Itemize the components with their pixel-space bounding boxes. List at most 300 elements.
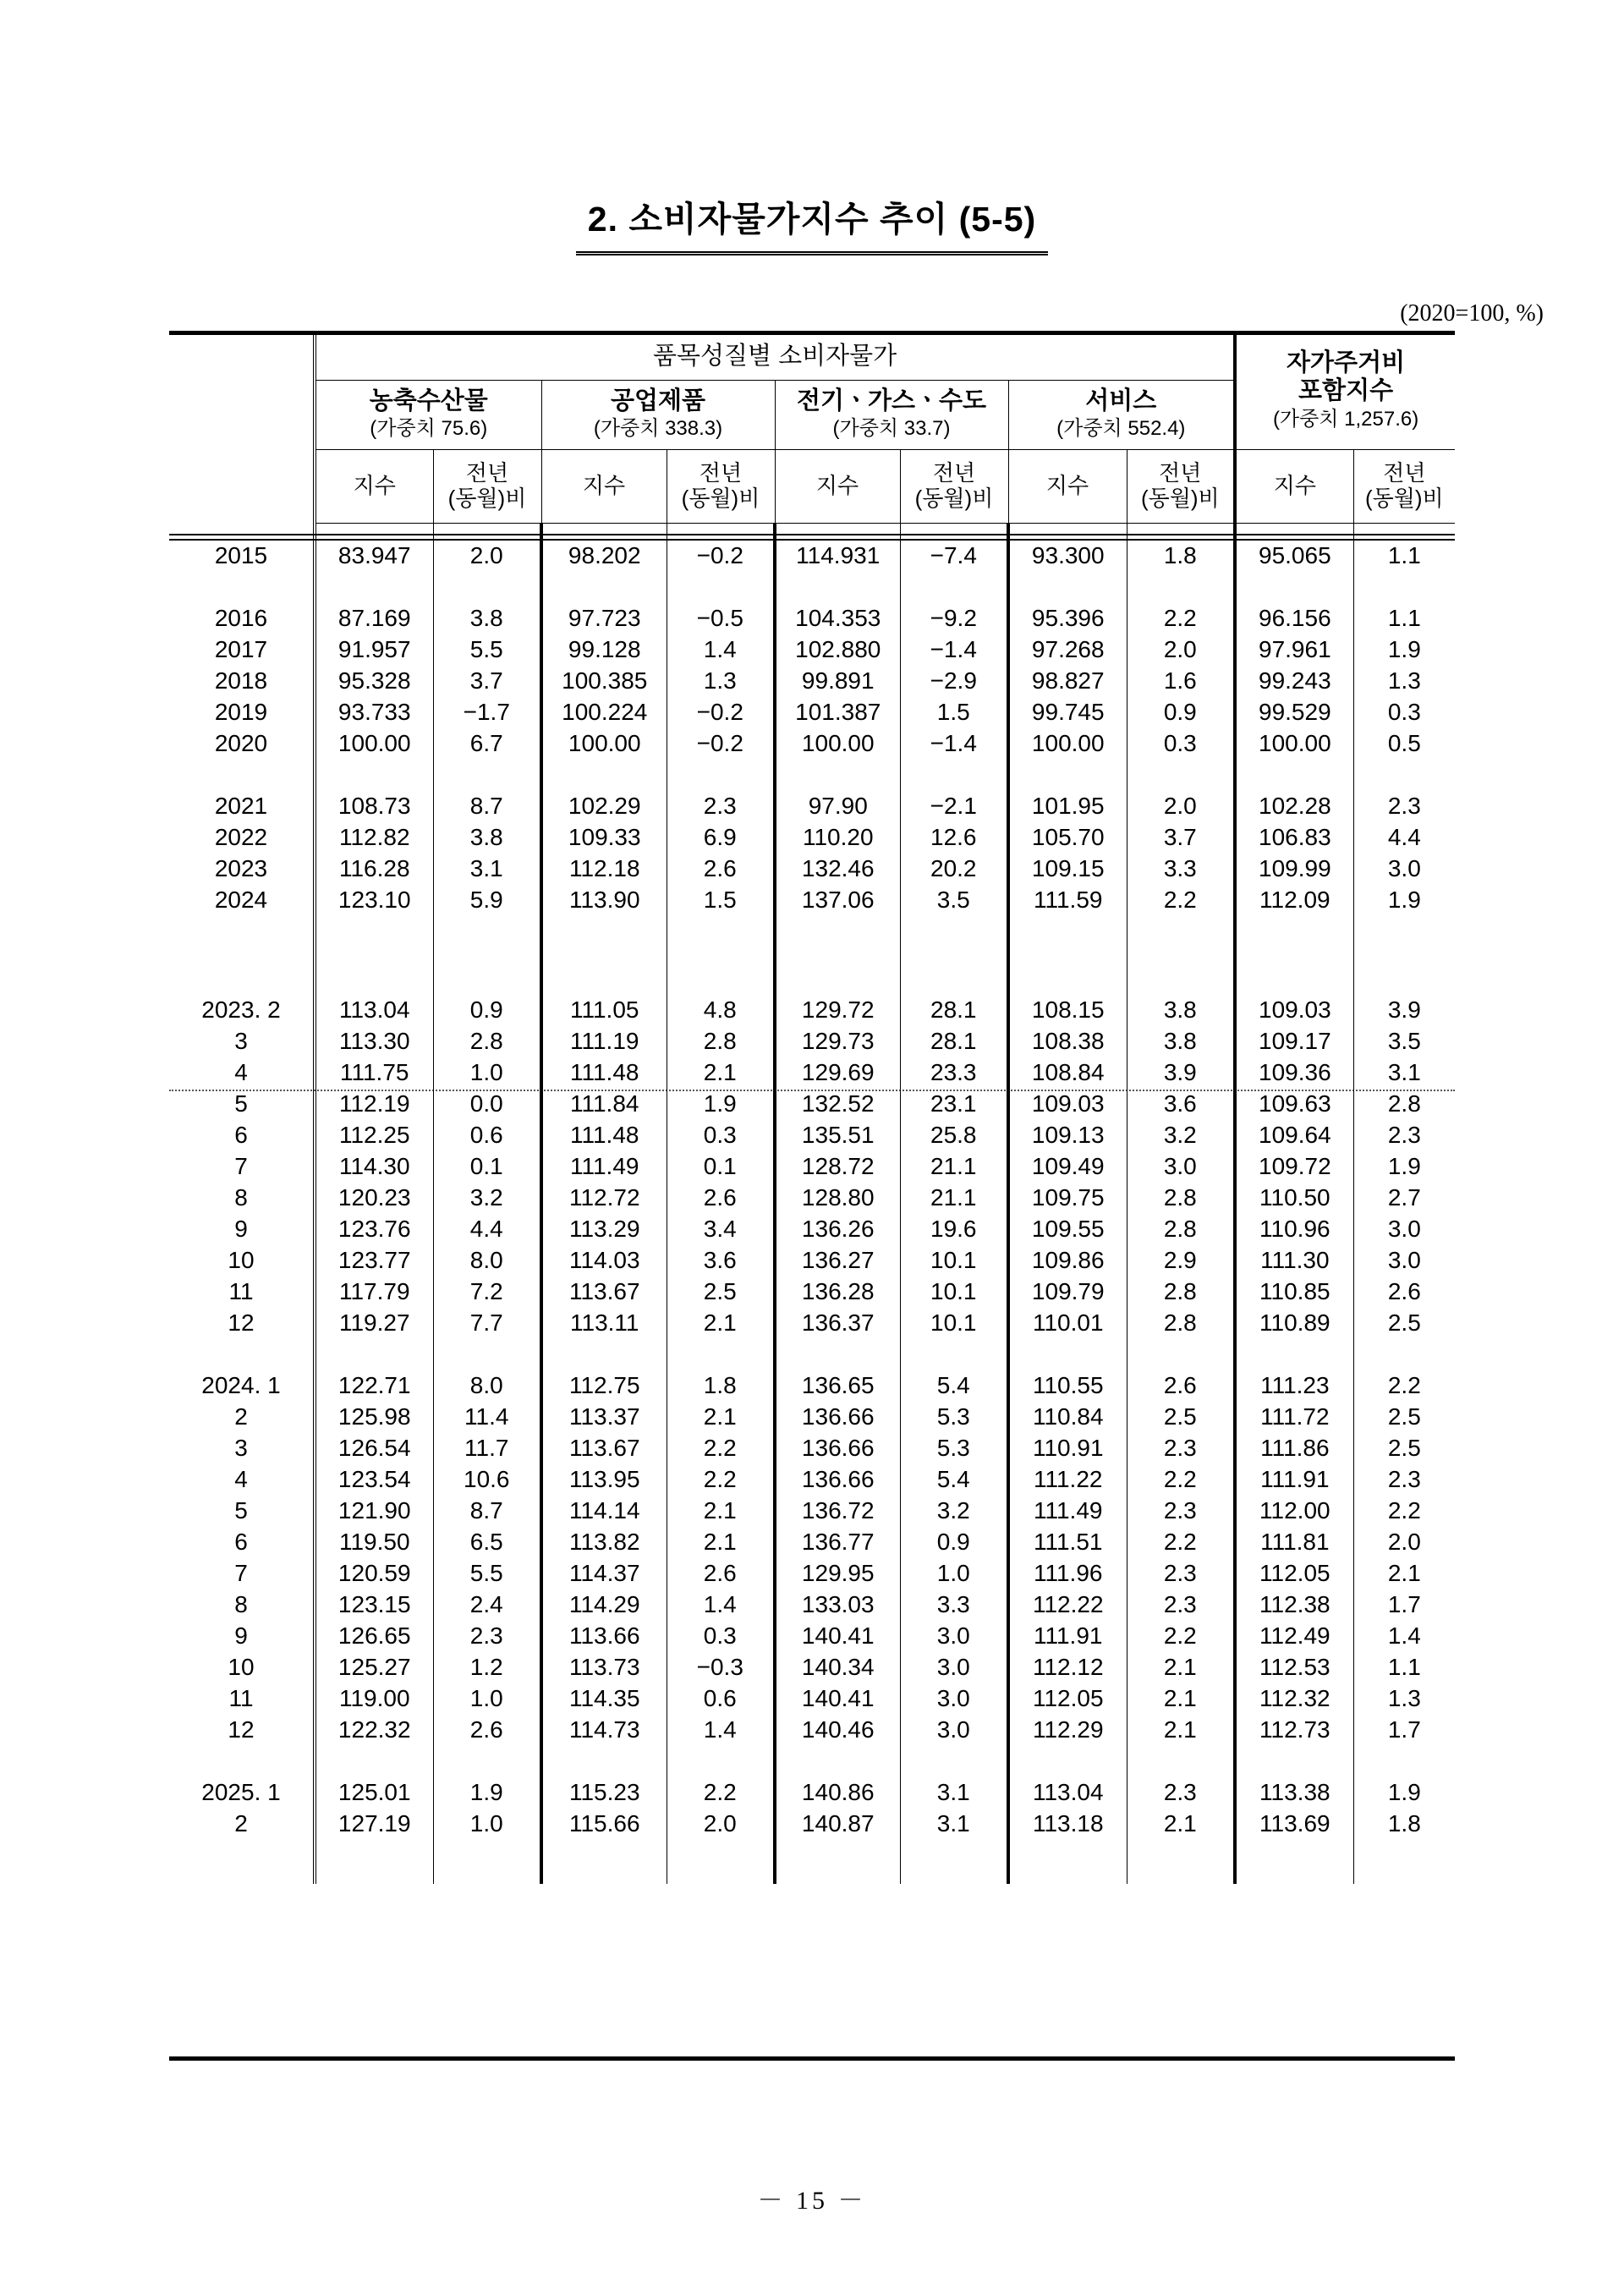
cell-value: 112.25 [315, 1120, 433, 1151]
cell-value: 2.6 [667, 1183, 775, 1214]
cell-value: 109.99 [1235, 854, 1353, 885]
cell-value: 109.13 [1008, 1120, 1127, 1151]
cell-value: 2.8 [667, 1026, 775, 1057]
cell-value: 28.1 [900, 995, 1008, 1026]
cell-value: 25.8 [900, 1120, 1008, 1151]
table-row [169, 1370, 1455, 1402]
cell-value: 2.6 [1387, 1278, 1421, 1305]
group-header-1 [541, 381, 775, 450]
row-label: 3 [169, 1433, 315, 1464]
cell-value: 121.90 [315, 1496, 433, 1527]
table-spacer-row [169, 760, 1455, 791]
cell-value: 119.27 [315, 1308, 433, 1339]
cell-empty [1127, 1746, 1235, 1777]
cell-value: 112.22 [1008, 1589, 1127, 1621]
subheader-yoy-1 [667, 450, 775, 524]
cell-empty [1235, 916, 1353, 964]
cell-value: 114.35 [541, 1683, 667, 1715]
cell-empty [900, 1339, 1008, 1370]
cell-value: 114.14 [541, 1496, 667, 1527]
table-pad-row [169, 524, 1455, 541]
cell-value: 8.0 [433, 1370, 541, 1402]
row-label-empty [169, 964, 315, 995]
cell-value: 2.1 [1127, 1652, 1235, 1683]
cell-value: 101.95 [1008, 791, 1127, 822]
cell-empty [775, 760, 900, 791]
cell-value: 2.1 [1127, 1809, 1235, 1840]
self-housing-label-1: 자가주거비 [1287, 349, 1406, 376]
pad-cell [1353, 524, 1455, 541]
cell-value: 2.1 [667, 1527, 775, 1558]
cell-value: 4.4 [1387, 824, 1421, 851]
cell-empty [315, 1339, 433, 1370]
group-weight-3: (가중치 552.4) [1056, 417, 1186, 441]
cell-value: 1.7 [1387, 1716, 1421, 1743]
cell-value: 5.3 [900, 1433, 1008, 1464]
cell-value: 122.71 [315, 1370, 433, 1402]
cell-value: 0.1 [667, 1151, 775, 1183]
cell-value: 129.69 [775, 1057, 900, 1089]
pad-cell [667, 1840, 775, 1884]
cell-value: 113.37 [541, 1402, 667, 1433]
cell-value: 117.79 [315, 1277, 433, 1308]
subheader-index-1: 지수 [541, 450, 667, 524]
supergroup-header: 품목성질별 소비자물가 [315, 334, 1235, 381]
cell-value: 1.9 [1387, 1779, 1421, 1806]
cell-value: 28.1 [900, 1026, 1008, 1057]
cell-value: 1.9 [667, 1089, 775, 1120]
cell-empty [667, 1339, 775, 1370]
table-row [169, 1277, 1455, 1308]
cell-value: 109.15 [1008, 854, 1127, 885]
cell-value: 115.23 [541, 1777, 667, 1809]
cell-value: 1.9 [1387, 1153, 1421, 1180]
cell-value: 110.50 [1235, 1183, 1353, 1214]
cell-value: 0.3 [667, 1120, 775, 1151]
cell-value: 2.0 [1387, 1529, 1421, 1556]
cell-value: 2.1 [667, 1057, 775, 1089]
table-row [169, 1809, 1455, 1840]
cell-value: −0.5 [667, 603, 775, 634]
cell-value: 136.72 [775, 1496, 900, 1527]
cell-empty [1008, 1339, 1127, 1370]
cell-value: 3.1 [1387, 1059, 1421, 1086]
table-row [169, 885, 1455, 916]
cell-value: 3.0 [1387, 855, 1421, 882]
cpi-table [169, 334, 1455, 1884]
cell-value: 2.5 [1387, 1435, 1421, 1462]
cell-value: 10.6 [433, 1464, 541, 1496]
yoy-line2-2: (동월)비 [914, 486, 994, 512]
yoy-line1-3: 전년 [1159, 460, 1202, 486]
row-label: 9 [169, 1621, 315, 1652]
cell-value: 2.3 [1387, 1122, 1421, 1149]
row-label: 8 [169, 1183, 315, 1214]
cell-value: 23.3 [900, 1057, 1008, 1089]
table-row [169, 1089, 1455, 1120]
cell-value: 2.3 [1387, 793, 1421, 820]
cell-value: 113.82 [541, 1527, 667, 1558]
cell-value: 3.7 [1127, 822, 1235, 854]
cell-value: 2.0 [433, 541, 541, 572]
cell-value: 111.19 [541, 1026, 667, 1057]
cell-value: 113.30 [315, 1026, 433, 1057]
corner-cell [169, 334, 315, 524]
cell-value: 2.9 [1127, 1245, 1235, 1277]
table-row [169, 541, 1455, 572]
cell-value: 111.51 [1008, 1527, 1127, 1558]
table-row [169, 1120, 1455, 1151]
group-weight-2: (가중치 33.7) [832, 417, 951, 441]
row-label-empty [169, 1746, 315, 1777]
cell-value: 1.6 [1127, 666, 1235, 697]
cell-value: 3.1 [900, 1777, 1008, 1809]
subheader-index-2: 지수 [775, 450, 900, 524]
cell-value: 3.3 [900, 1589, 1008, 1621]
cell-empty [900, 916, 1008, 964]
row-label: 2016 [169, 603, 315, 634]
pad-cell [900, 524, 1008, 541]
cell-value: 99.745 [1008, 697, 1127, 728]
cell-value: 6.9 [667, 822, 775, 854]
cell-value: 1.0 [433, 1683, 541, 1715]
cell-empty [315, 572, 433, 603]
cell-value: 3.6 [667, 1245, 775, 1277]
cell-value: 93.300 [1008, 541, 1127, 572]
cell-value: 2.3 [1127, 1589, 1235, 1621]
cell-value: 2.3 [1127, 1558, 1235, 1589]
group-header-3 [1008, 381, 1235, 450]
cell-value: 140.41 [775, 1621, 900, 1652]
row-label: 7 [169, 1151, 315, 1183]
cell-value: 136.26 [775, 1214, 900, 1245]
table-spacer-row [169, 572, 1455, 603]
cell-value: 113.67 [541, 1277, 667, 1308]
table-row [169, 822, 1455, 854]
cell-value: 120.59 [315, 1558, 433, 1589]
cell-value: 2.3 [1127, 1777, 1235, 1809]
cell-value: 3.5 [900, 885, 1008, 916]
cell-value: 111.59 [1008, 885, 1127, 916]
group-name-0: 농축수산물 [369, 387, 488, 415]
pad-cell [1235, 524, 1353, 541]
cell-value: 0.3 [1387, 699, 1421, 726]
subheader-yoy-0 [433, 450, 541, 524]
cell-empty [1353, 964, 1455, 995]
cell-value: 111.23 [1235, 1370, 1353, 1402]
cell-value: 112.75 [541, 1370, 667, 1402]
cell-value: 104.353 [775, 603, 900, 634]
cell-value: 129.73 [775, 1026, 900, 1057]
cell-value: 109.64 [1235, 1120, 1353, 1151]
subheader-yoy-3 [1127, 450, 1235, 524]
table-row [169, 1777, 1455, 1809]
table-head [169, 334, 1455, 524]
row-label: 2015 [169, 541, 315, 572]
cell-value: −1.7 [433, 697, 541, 728]
cell-value: 108.38 [1008, 1026, 1127, 1057]
cell-value: 0.9 [433, 995, 541, 1026]
cell-value: 97.268 [1008, 634, 1127, 666]
cell-empty [667, 760, 775, 791]
cell-value: 95.065 [1235, 541, 1353, 572]
table-spacer-row [169, 1746, 1455, 1777]
cell-value: 8.7 [433, 791, 541, 822]
cell-value: 126.65 [315, 1621, 433, 1652]
cell-value: −2.9 [900, 666, 1008, 697]
cell-value: 2.2 [667, 1433, 775, 1464]
table-spacer-row [169, 916, 1455, 964]
cell-value: 3.8 [433, 822, 541, 854]
cell-value: 1.9 [433, 1777, 541, 1809]
cell-value: 111.75 [315, 1057, 433, 1089]
yoy-line1-0: 전년 [465, 460, 509, 486]
cell-value: 11.4 [433, 1402, 541, 1433]
cell-value: 112.49 [1235, 1621, 1353, 1652]
row-label: 2020 [169, 728, 315, 760]
yoy-line1-2: 전년 [932, 460, 976, 486]
cell-value: 129.72 [775, 995, 900, 1026]
cell-value: 2.0 [667, 1809, 775, 1840]
cell-value: 108.15 [1008, 995, 1127, 1026]
cell-empty [900, 572, 1008, 603]
pad-cell [315, 1840, 433, 1884]
cell-value: 111.86 [1235, 1433, 1353, 1464]
cell-value: 112.53 [1235, 1652, 1353, 1683]
row-label-empty [169, 572, 315, 603]
cell-value: 2.6 [667, 1558, 775, 1589]
cell-value: 1.9 [1387, 887, 1421, 914]
cell-value: 2.2 [1127, 885, 1235, 916]
pad-cell [775, 1840, 900, 1884]
cell-value: 140.34 [775, 1652, 900, 1683]
cell-value: 114.29 [541, 1589, 667, 1621]
cell-value: 125.27 [315, 1652, 433, 1683]
cell-empty [775, 572, 900, 603]
row-label: 5 [169, 1089, 315, 1120]
table-row [169, 1621, 1455, 1652]
table-pad-row [169, 1840, 1455, 1884]
cell-value: 110.85 [1235, 1277, 1353, 1308]
cell-value: 108.84 [1008, 1057, 1127, 1089]
cell-value: 113.66 [541, 1621, 667, 1652]
pad-cell [900, 1840, 1008, 1884]
cell-value: 11.7 [433, 1433, 541, 1464]
pad-label-cell [169, 1840, 315, 1884]
cell-value: 1.4 [1387, 1622, 1421, 1650]
cell-empty [1008, 916, 1127, 964]
row-label: 3 [169, 1026, 315, 1057]
cell-empty [667, 964, 775, 995]
cell-empty [433, 916, 541, 964]
cell-empty [775, 964, 900, 995]
cell-value: 3.0 [1127, 1151, 1235, 1183]
cell-value: 2.6 [667, 854, 775, 885]
cell-value: 125.98 [315, 1402, 433, 1433]
cell-empty [315, 1746, 433, 1777]
cell-empty [541, 964, 667, 995]
cell-value: 3.8 [1127, 995, 1235, 1026]
table-row [169, 995, 1455, 1026]
cell-empty [1127, 964, 1235, 995]
unit-note: (2020=100, %) [1400, 300, 1544, 327]
cell-value: 119.50 [315, 1527, 433, 1558]
cell-value: 112.73 [1235, 1715, 1353, 1746]
table-row [169, 1558, 1455, 1589]
cell-value: 111.91 [1008, 1621, 1127, 1652]
cell-value: 1.0 [433, 1057, 541, 1089]
pad-cell [541, 524, 667, 541]
cell-value: 2.2 [1127, 1527, 1235, 1558]
cell-value: 132.52 [775, 1089, 900, 1120]
cell-value: 114.73 [541, 1715, 667, 1746]
subheader-index-0: 지수 [315, 450, 433, 524]
cell-value: 3.8 [433, 603, 541, 634]
cell-value: 2.3 [433, 1621, 541, 1652]
cell-value: 136.66 [775, 1402, 900, 1433]
cell-value: 0.5 [1387, 730, 1421, 757]
cell-value: 113.90 [541, 885, 667, 916]
group-name-2: 전기ㆍ가스ㆍ수도 [796, 387, 987, 415]
cell-value: 87.169 [315, 603, 433, 634]
cell-value: 2.7 [1387, 1184, 1421, 1211]
cell-value: 2.5 [1127, 1402, 1235, 1433]
cell-value: −9.2 [900, 603, 1008, 634]
cell-value: 2.6 [1127, 1370, 1235, 1402]
cell-empty [1235, 1746, 1353, 1777]
cell-value: 3.0 [1387, 1216, 1421, 1243]
cell-value: 136.66 [775, 1433, 900, 1464]
table-row [169, 1464, 1455, 1496]
cell-value: 112.32 [1235, 1683, 1353, 1715]
pad-cell [433, 1840, 541, 1884]
cell-empty [667, 1746, 775, 1777]
subheader-index-4: 지수 [1235, 450, 1353, 524]
cell-value: 1.4 [667, 1715, 775, 1746]
cell-value: 112.38 [1235, 1589, 1353, 1621]
cell-value: 95.396 [1008, 603, 1127, 634]
cell-value: 2.1 [667, 1308, 775, 1339]
cell-value: 3.0 [900, 1621, 1008, 1652]
pad-cell [1353, 1840, 1455, 1884]
row-label: 7 [169, 1558, 315, 1589]
cell-value: 100.00 [315, 728, 433, 760]
cell-value: 3.1 [433, 854, 541, 885]
cell-value: 136.66 [775, 1464, 900, 1496]
cell-value: 111.84 [541, 1089, 667, 1120]
cell-value: 100.00 [1235, 728, 1353, 760]
cell-value: 1.5 [667, 885, 775, 916]
cell-value: 111.81 [1235, 1527, 1353, 1558]
table-row [169, 728, 1455, 760]
cell-value: 21.1 [900, 1183, 1008, 1214]
cell-value: 120.23 [315, 1183, 433, 1214]
cell-value: 109.86 [1008, 1245, 1127, 1277]
cell-value: 126.54 [315, 1433, 433, 1464]
cell-empty [433, 760, 541, 791]
cell-value: 3.5 [1387, 1028, 1421, 1055]
cell-value: 2.2 [667, 1777, 775, 1809]
cell-value: 113.95 [541, 1464, 667, 1496]
cell-value: 123.54 [315, 1464, 433, 1496]
cell-value: −0.2 [667, 697, 775, 728]
cell-value: 112.29 [1008, 1715, 1127, 1746]
row-label: 6 [169, 1120, 315, 1151]
table-row [169, 1245, 1455, 1277]
table-row [169, 1151, 1455, 1183]
cell-value: 100.385 [541, 666, 667, 697]
cell-value: 2.8 [433, 1026, 541, 1057]
cell-value: 111.91 [1235, 1464, 1353, 1496]
cell-value: 1.2 [433, 1652, 541, 1683]
cell-value: 114.30 [315, 1151, 433, 1183]
cell-value: 113.38 [1235, 1777, 1353, 1809]
cell-empty [1127, 916, 1235, 964]
cell-value: 113.04 [1008, 1777, 1127, 1809]
cell-value: −0.2 [667, 541, 775, 572]
pad-cell [775, 524, 900, 541]
cell-value: 1.4 [667, 1589, 775, 1621]
cell-empty [315, 760, 433, 791]
cell-value: 3.7 [433, 666, 541, 697]
cell-value: 8.0 [433, 1245, 541, 1277]
cell-value: 109.03 [1008, 1089, 1127, 1120]
row-label: 6 [169, 1527, 315, 1558]
table-row [169, 666, 1455, 697]
cell-value: 95.328 [315, 666, 433, 697]
cell-value: 128.80 [775, 1183, 900, 1214]
cell-value: 109.55 [1008, 1214, 1127, 1245]
cell-value: 111.96 [1008, 1558, 1127, 1589]
cell-value: 3.0 [900, 1683, 1008, 1715]
cell-value: 3.0 [1387, 1247, 1421, 1274]
cell-value: 136.27 [775, 1245, 900, 1277]
pad-cell [315, 524, 433, 541]
cell-value: 1.1 [1387, 605, 1421, 632]
cell-value: −1.4 [900, 634, 1008, 666]
cell-value: 102.880 [775, 634, 900, 666]
row-label: 12 [169, 1715, 315, 1746]
cell-value: 2.0 [1127, 791, 1235, 822]
cell-value: 114.03 [541, 1245, 667, 1277]
cell-value: 109.17 [1235, 1026, 1353, 1057]
cell-value: 3.8 [1127, 1026, 1235, 1057]
cell-value: 114.37 [541, 1558, 667, 1589]
cell-value: 96.156 [1235, 603, 1353, 634]
cell-value: 1.5 [900, 697, 1008, 728]
cell-value: 113.04 [315, 995, 433, 1026]
group-weight-1: (가중치 338.3) [593, 417, 723, 441]
cell-value: 112.72 [541, 1183, 667, 1214]
cell-value: 10.1 [900, 1308, 1008, 1339]
cell-empty [1353, 572, 1455, 603]
row-label: 2024 [169, 885, 315, 916]
cell-value: 114.931 [775, 541, 900, 572]
subheader-index-3: 지수 [1008, 450, 1127, 524]
cell-value: 1.8 [667, 1370, 775, 1402]
cell-value: 7.7 [433, 1308, 541, 1339]
cell-value: 2.3 [1387, 1466, 1421, 1493]
cell-value: 140.86 [775, 1777, 900, 1809]
table-row [169, 791, 1455, 822]
page-number: － 15 － [757, 2187, 867, 2215]
cell-value: 113.29 [541, 1214, 667, 1245]
row-label: 8 [169, 1589, 315, 1621]
cell-value: 102.29 [541, 791, 667, 822]
cell-empty [433, 1746, 541, 1777]
table-row [169, 1308, 1455, 1339]
cell-value: 2.3 [667, 791, 775, 822]
